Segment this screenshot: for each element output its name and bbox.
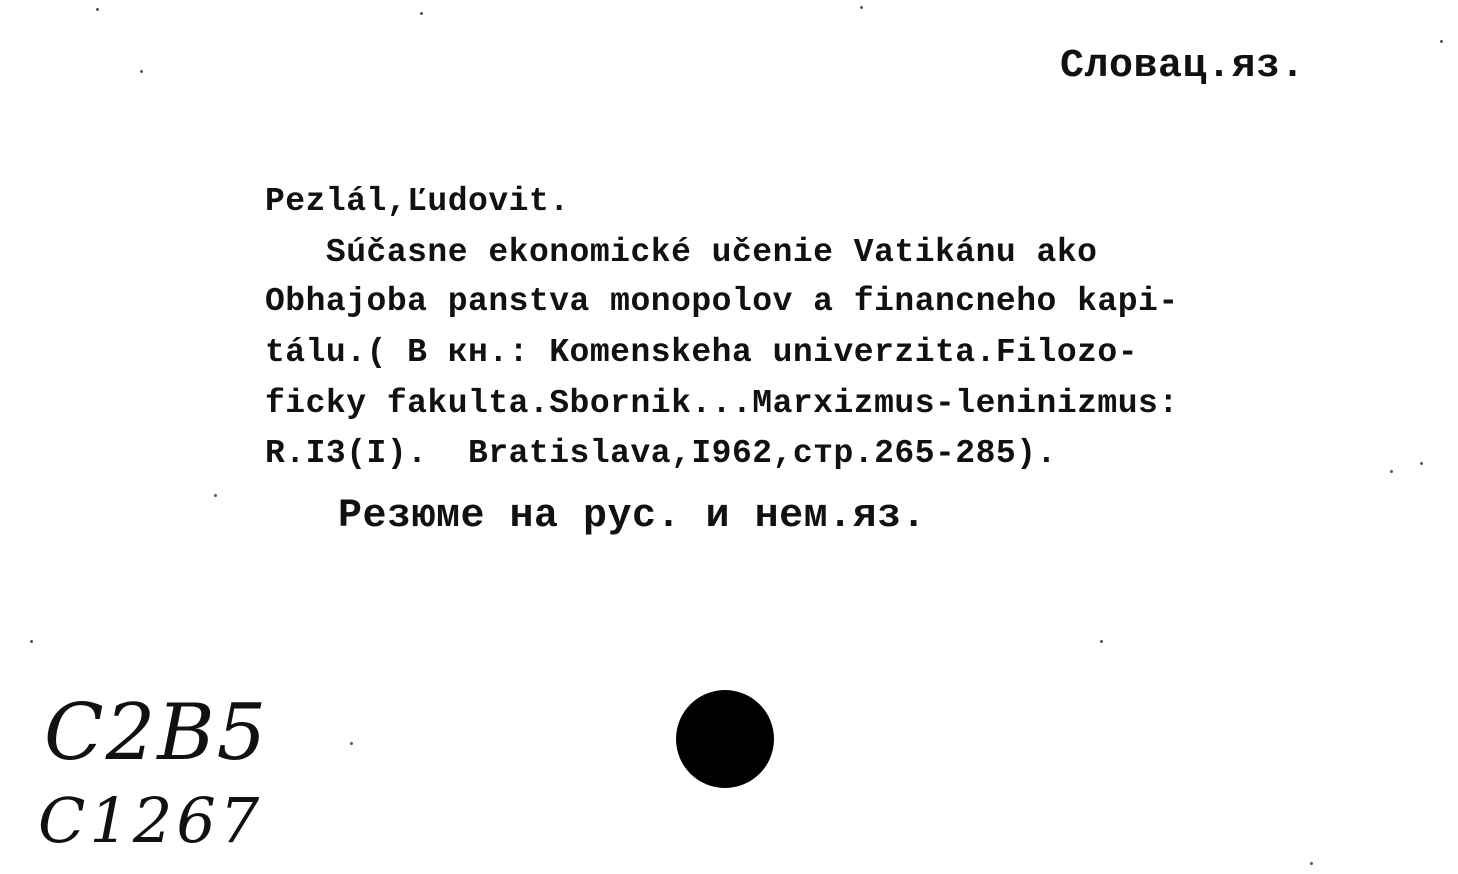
title-line-1: Súčasne ekonomické učenie Vatikánu ako	[265, 234, 1098, 271]
speck	[860, 6, 863, 9]
title-line-2: Obhajoba panstva monopolov a financneho kapi-	[265, 283, 1179, 320]
speck	[1310, 862, 1313, 865]
handwritten-class-code: С2В5	[44, 688, 269, 778]
speck	[1440, 40, 1443, 43]
speck	[30, 640, 33, 643]
source-line: R.I3(I). Bratislava,I962,стр.265-285).	[265, 435, 1057, 472]
punch-hole	[676, 690, 774, 788]
language-heading: Словац.яз.	[1060, 44, 1306, 89]
speck	[96, 8, 99, 11]
title-line-3: tálu.( В кн.: Komenskeha univerzita.Filozo-	[265, 334, 1139, 371]
speck	[350, 742, 353, 745]
speck	[1100, 640, 1103, 643]
speck	[214, 494, 217, 497]
title-line-4: ficky fakulta.Sbornik...Marxizmus-leninizmus:	[265, 385, 1179, 422]
speck	[140, 70, 143, 73]
speck	[1390, 470, 1393, 473]
resume-note: Резюме на рус. и нем.яз.	[338, 494, 927, 539]
handwritten-shelf-code: С1267	[38, 784, 264, 857]
speck	[1420, 462, 1423, 465]
speck	[420, 12, 423, 15]
author-line: Pezlál,Ľudovit.	[265, 183, 570, 220]
